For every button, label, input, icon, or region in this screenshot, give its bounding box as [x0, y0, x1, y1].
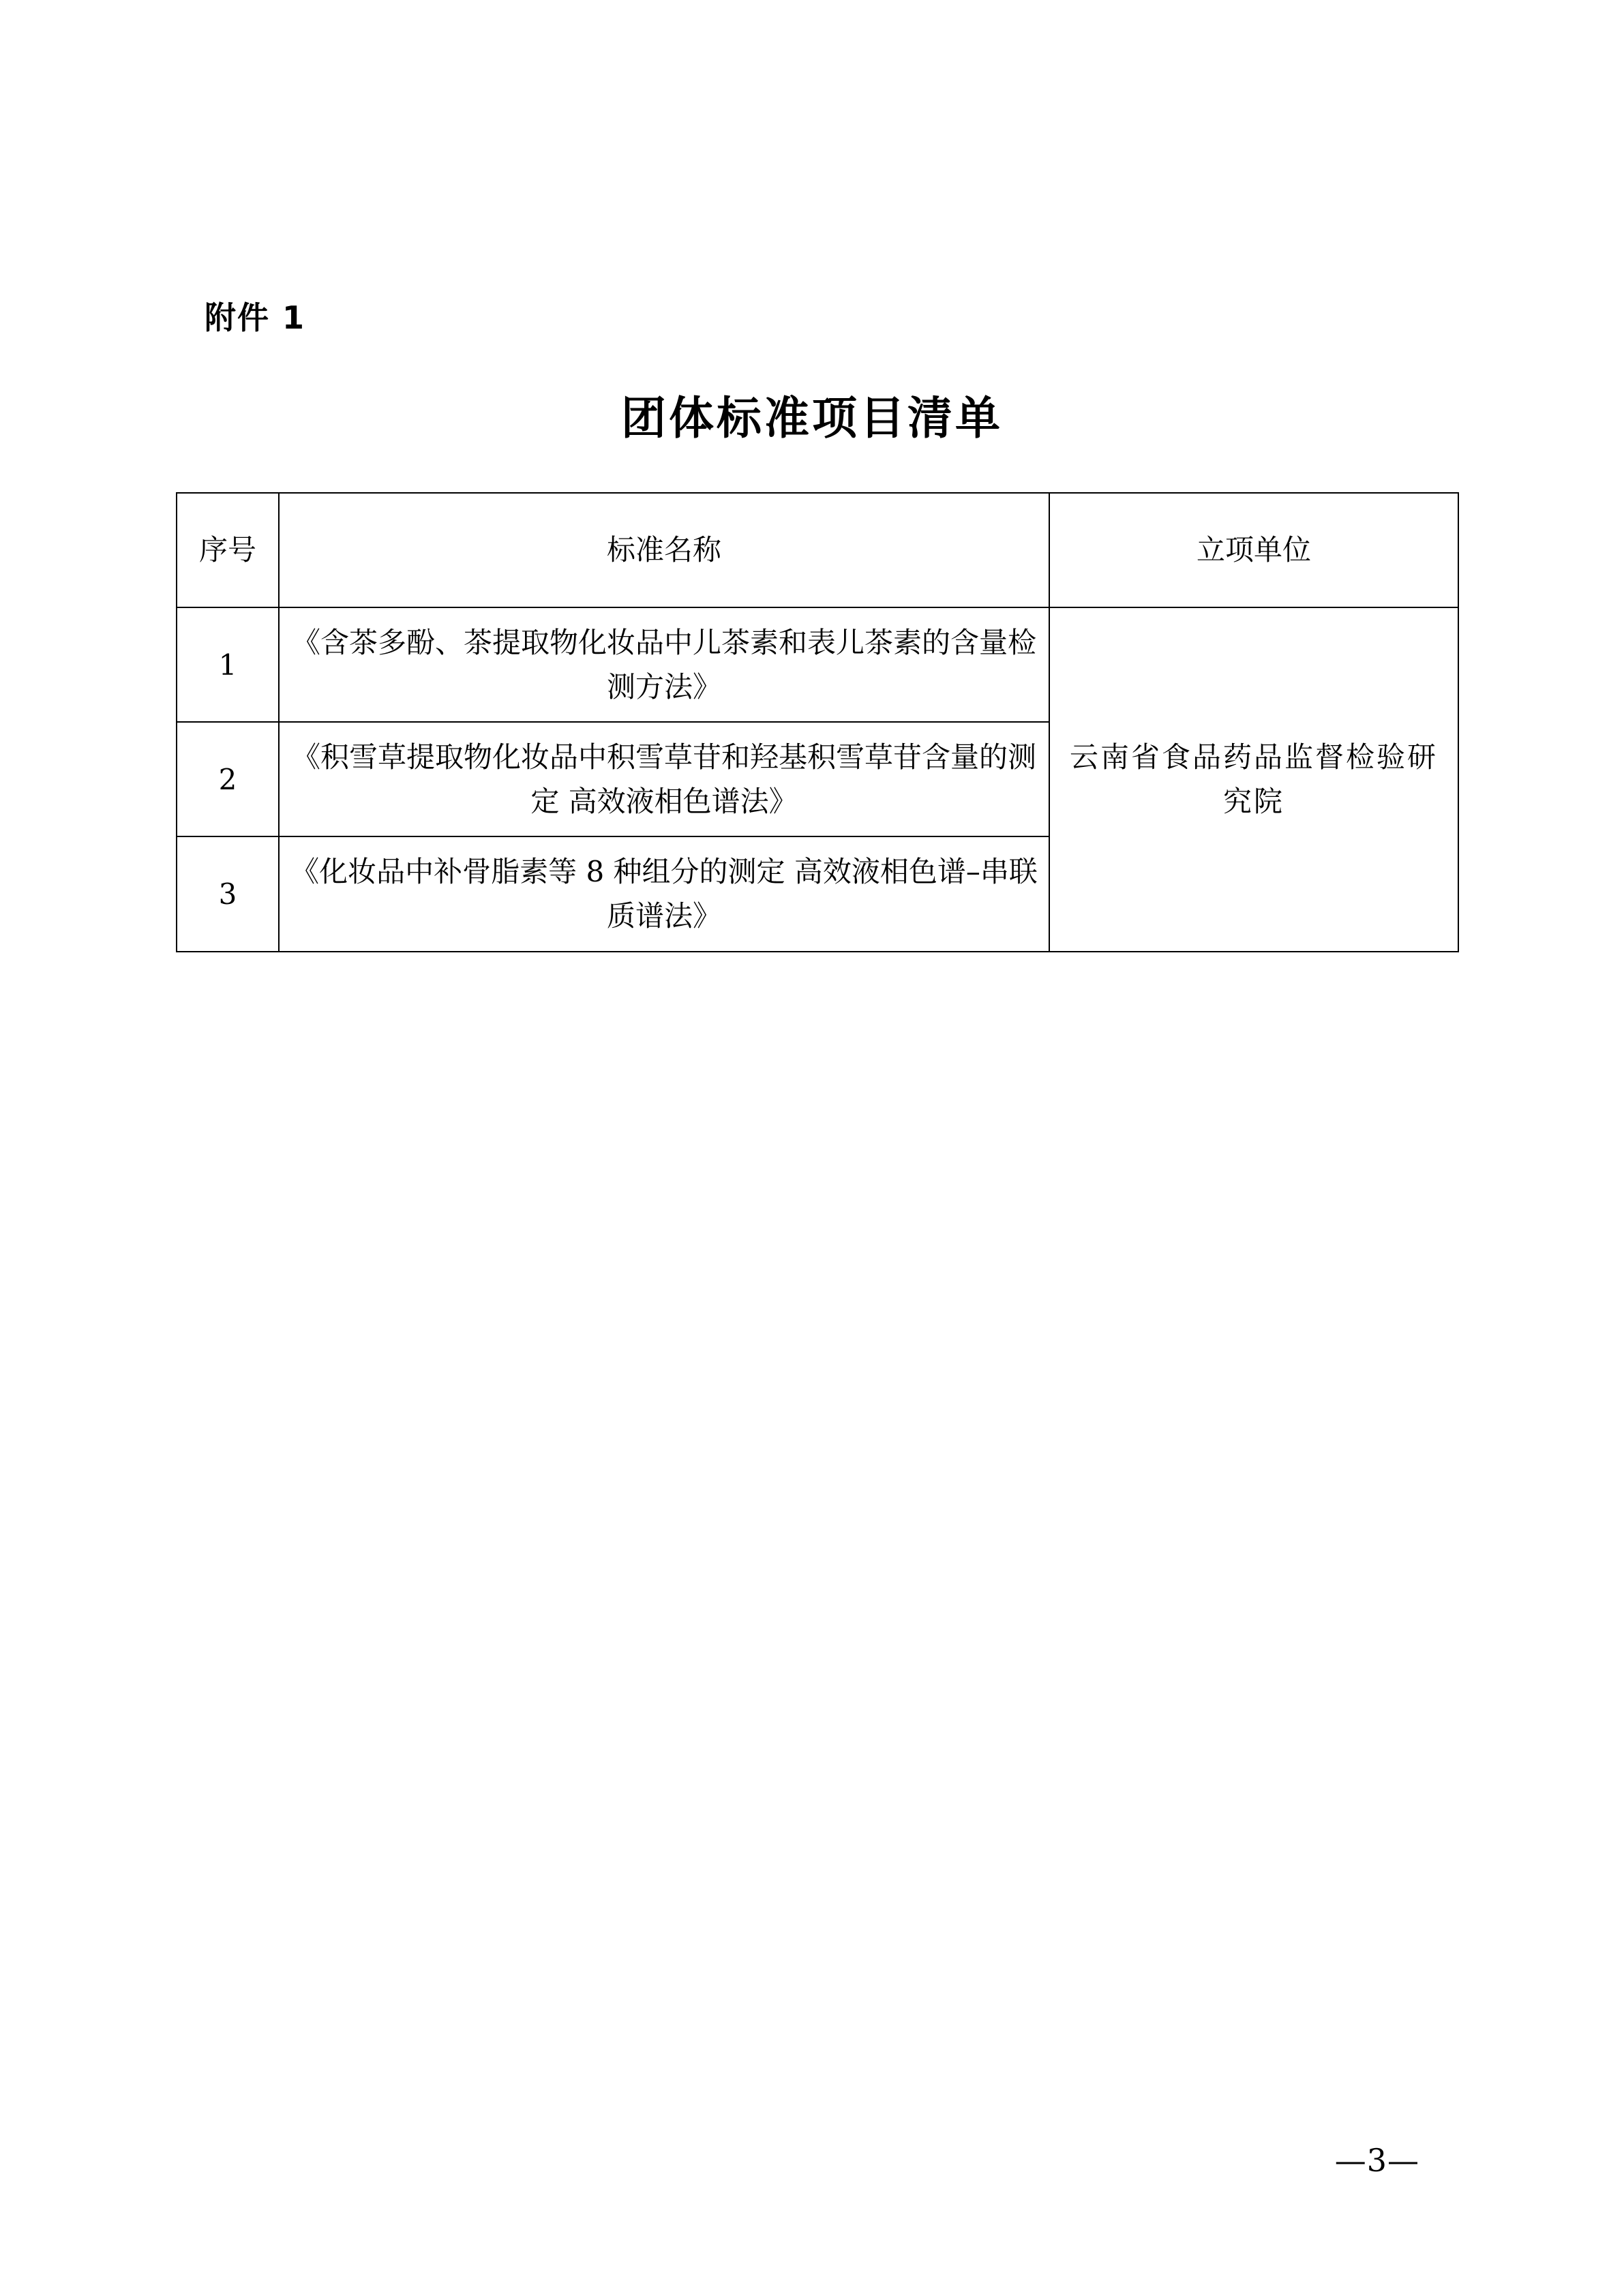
row-unit: 云南省食品药品监督检验研究院 [1049, 607, 1458, 952]
column-header-unit: 立项单位 [1049, 493, 1458, 607]
standards-table-container [176, 492, 1458, 952]
table-header-row [177, 493, 1458, 607]
row-no: 2 [177, 722, 279, 836]
row-standard-name: 《含茶多酚、茶提取物化妆品中儿茶素和表儿茶素的含量检测方法》 [279, 607, 1049, 722]
row-standard-name: 《积雪草提取物化妆品中积雪草苷和羟基积雪草苷含量的测定 高效液相色谱法》 [279, 722, 1049, 836]
table-row [177, 607, 1458, 722]
column-header-name: 标准名称 [279, 493, 1049, 607]
page-number: —3— [1334, 2142, 1419, 2179]
page-title: 团体标准项目清单 [621, 392, 1003, 444]
row-no: 1 [177, 607, 279, 722]
row-standard-name: 《化妆品中补骨脂素等 8 种组分的测定 高效液相色谱–串联质谱法》 [279, 836, 1049, 951]
attachment-label: 附件 1 [205, 299, 306, 336]
row-no: 3 [177, 836, 279, 951]
standards-table [176, 492, 1459, 952]
column-header-no: 序号 [177, 493, 279, 607]
